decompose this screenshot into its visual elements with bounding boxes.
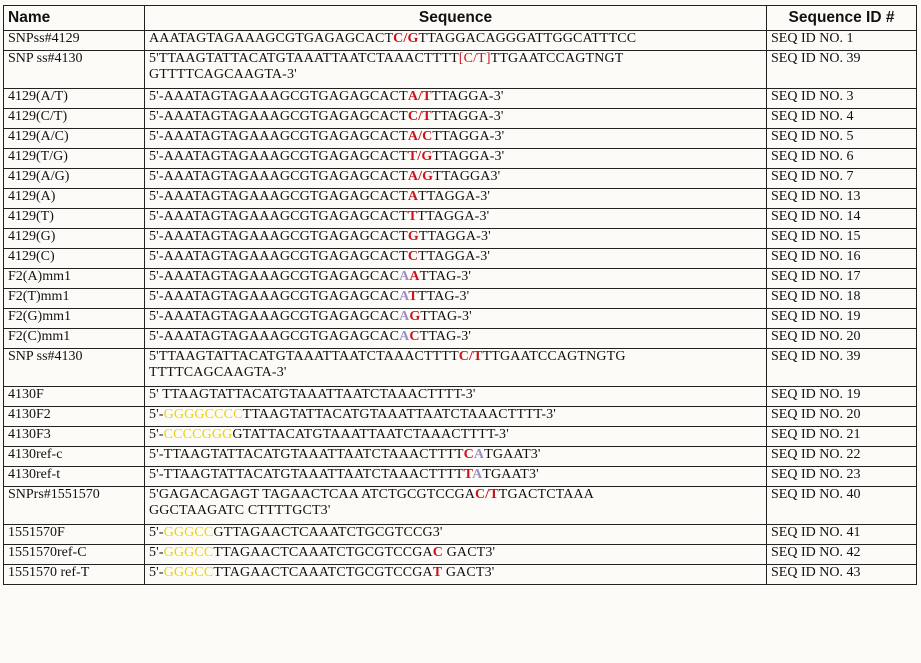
table-row bbox=[4, 249, 917, 269]
table-row bbox=[4, 51, 917, 89]
table-row bbox=[4, 189, 917, 209]
sequence-text: TTAG-3' bbox=[419, 269, 472, 284]
sequence-text: 5'TTAAGTATTACATGTAAATTAATCTAAACTTTT bbox=[149, 349, 459, 364]
header-sequence: Sequence bbox=[145, 6, 767, 31]
sequence-line bbox=[149, 289, 762, 305]
row-name: SNPss#4129 bbox=[4, 31, 145, 51]
sequence-text: GGCTAAGATC CTTTTGCT3' bbox=[149, 503, 331, 518]
sequence-line bbox=[149, 89, 762, 105]
row-sequence-id: SEQ ID NO. 39 bbox=[767, 349, 917, 387]
sequence-line bbox=[149, 349, 762, 365]
sequence-line bbox=[149, 387, 762, 403]
table-row bbox=[4, 31, 917, 51]
row-name: 4130F3 bbox=[4, 427, 145, 447]
row-sequence-id: SEQ ID NO. 20 bbox=[767, 407, 917, 427]
row-sequence bbox=[145, 249, 767, 269]
sequence-text: TTAGGA-3' bbox=[418, 189, 491, 204]
sequence-text: TTAGGA-3' bbox=[432, 149, 505, 164]
row-name: 4129(A/T) bbox=[4, 89, 145, 109]
row-name: 4130ref-t bbox=[4, 467, 145, 487]
sequence-text: TTAG-3' bbox=[420, 309, 472, 324]
table-header-row bbox=[4, 6, 917, 31]
sequence-line bbox=[149, 189, 762, 205]
row-sequence-id: SEQ ID NO. 19 bbox=[767, 309, 917, 329]
row-sequence-id: SEQ ID NO. 13 bbox=[767, 189, 917, 209]
row-sequence bbox=[145, 447, 767, 467]
row-sequence bbox=[145, 487, 767, 525]
sequence-text: 5'- bbox=[149, 565, 164, 580]
row-sequence-id: SEQ ID NO. 3 bbox=[767, 89, 917, 109]
table-body bbox=[4, 31, 917, 585]
snp-highlight: A bbox=[409, 269, 420, 284]
sequence-text: AAATAGTAGAAAGCGTGAGAGCACT bbox=[149, 31, 394, 46]
snp-highlight: C/T bbox=[474, 487, 499, 502]
row-sequence-id: SEQ ID NO. 5 bbox=[767, 129, 917, 149]
sequence-text: 5'TTAAGTATTACATGTAAATTAATCTAAACTTTT bbox=[149, 51, 459, 66]
row-name: F2(G)mm1 bbox=[4, 309, 145, 329]
row-sequence-id: SEQ ID NO. 6 bbox=[767, 149, 917, 169]
sequence-line bbox=[149, 209, 762, 225]
sequence-line bbox=[149, 169, 762, 185]
row-sequence bbox=[145, 545, 767, 565]
row-sequence-id: SEQ ID NO. 42 bbox=[767, 545, 917, 565]
sequence-text: 5'-AAATAGTAGAAAGCGTGAGAGCAC bbox=[149, 329, 400, 344]
sequence-line bbox=[149, 525, 762, 541]
sequence-text: GACT3' bbox=[445, 565, 495, 580]
sequence-text: 5' TTAAGTATTACATGTAAATTAATCTAAACTTTT-3' bbox=[149, 387, 476, 402]
table-row bbox=[4, 229, 917, 249]
row-name: 4130F2 bbox=[4, 407, 145, 427]
row-sequence-id: SEQ ID NO. 21 bbox=[767, 427, 917, 447]
table-row bbox=[4, 387, 917, 407]
row-sequence bbox=[145, 229, 767, 249]
sequence-line bbox=[149, 109, 762, 125]
sequence-text: TTAGGA-3' bbox=[432, 129, 505, 144]
snp-highlight: G bbox=[407, 229, 419, 244]
row-name: 4130ref-c bbox=[4, 447, 145, 467]
gc-tag: GGGGCCCC bbox=[163, 407, 243, 422]
gc-tag: GGGCC bbox=[163, 525, 214, 540]
sequence-line bbox=[149, 329, 762, 345]
table-row bbox=[4, 129, 917, 149]
sequence-line bbox=[149, 545, 762, 561]
table-row bbox=[4, 349, 917, 387]
mismatch-base: A bbox=[399, 309, 410, 324]
header-name: Name bbox=[4, 6, 145, 31]
snp-highlight: G bbox=[409, 309, 421, 324]
row-sequence-id: SEQ ID NO. 16 bbox=[767, 249, 917, 269]
row-sequence-id: SEQ ID NO. 14 bbox=[767, 209, 917, 229]
table-row bbox=[4, 209, 917, 229]
gc-tag: CCCCGGG bbox=[163, 427, 233, 442]
sequence-text: TTAGGA-3' bbox=[417, 209, 490, 224]
row-name: SNP ss#4130 bbox=[4, 349, 145, 387]
sequence-line bbox=[149, 503, 762, 519]
row-sequence bbox=[145, 31, 767, 51]
table-row bbox=[4, 525, 917, 545]
sequence-text: GTATTACATGTAAATTAATCTAAACTTTT-3' bbox=[232, 427, 509, 442]
row-name: 4129(A/C) bbox=[4, 129, 145, 149]
row-name: F2(T)mm1 bbox=[4, 289, 145, 309]
sequence-line bbox=[149, 51, 762, 67]
sequence-text: 5'-AAATAGTAGAAAGCGTGAGAGCACT bbox=[149, 209, 408, 224]
snp-highlight: A/T bbox=[407, 89, 432, 104]
row-name: 4130F bbox=[4, 387, 145, 407]
mismatch-base: A bbox=[472, 467, 483, 482]
row-sequence bbox=[145, 387, 767, 407]
sequence-text: TTAAGTATTACATGTAAATTAATCTAAACTTTT-3' bbox=[242, 407, 556, 422]
sequence-line bbox=[149, 407, 762, 423]
sequence-text: 5'-AAATAGTAGAAAGCGTGAGAGCAC bbox=[149, 309, 400, 324]
mismatch-base: A bbox=[473, 447, 485, 462]
sequence-text: TTGAATCCAGTNGT bbox=[490, 51, 624, 66]
sequence-text: 5'-AAATAGTAGAAAGCGTGAGAGCACT bbox=[149, 169, 408, 184]
sequence-text: 5'- bbox=[149, 427, 164, 442]
row-sequence-id: SEQ ID NO. 19 bbox=[767, 387, 917, 407]
row-sequence-id: SEQ ID NO. 40 bbox=[767, 487, 917, 525]
table-row bbox=[4, 447, 917, 467]
row-sequence-id: SEQ ID NO. 43 bbox=[767, 565, 917, 585]
mismatch-base: A bbox=[399, 269, 410, 284]
row-sequence bbox=[145, 565, 767, 585]
sequence-line bbox=[149, 67, 762, 83]
table-row bbox=[4, 407, 917, 427]
sequence-text: 5'-AAATAGTAGAAAGCGTGAGAGCACT bbox=[149, 129, 408, 144]
sequence-text: TTAGGA-3' bbox=[418, 249, 491, 264]
sequence-text: 5'-AAATAGTAGAAAGCGTGAGAGCAC bbox=[149, 289, 400, 304]
sequence-text: TGAAT3' bbox=[484, 447, 541, 462]
sequence-text: TTTTCAGCAAGTA-3' bbox=[149, 365, 287, 380]
snp-highlight: C bbox=[463, 447, 474, 462]
snp-highlight: T bbox=[463, 467, 473, 482]
snp-highlight: A/C bbox=[407, 129, 433, 144]
row-sequence-id: SEQ ID NO. 23 bbox=[767, 467, 917, 487]
sequence-text: TTAG-3' bbox=[417, 289, 470, 304]
row-name: 4129(A) bbox=[4, 189, 145, 209]
sequence-text: TTAGGA-3' bbox=[418, 229, 491, 244]
table-row bbox=[4, 149, 917, 169]
row-sequence bbox=[145, 467, 767, 487]
gc-tag: GGGCC bbox=[163, 565, 214, 580]
row-name: 4129(T/G) bbox=[4, 149, 145, 169]
row-sequence bbox=[145, 169, 767, 189]
sequence-text: 5'-AAATAGTAGAAAGCGTGAGAGCACT bbox=[149, 89, 408, 104]
sequence-line bbox=[149, 309, 762, 325]
sequence-text: 5'-TTAAGTATTACATGTAAATTAATCTAAACTTTT bbox=[149, 467, 464, 482]
sequence-line bbox=[149, 565, 762, 581]
row-name: 4129(A/G) bbox=[4, 169, 145, 189]
table-row bbox=[4, 545, 917, 565]
table-row bbox=[4, 169, 917, 189]
table-row bbox=[4, 467, 917, 487]
row-sequence bbox=[145, 289, 767, 309]
sequence-text: 5'-AAATAGTAGAAAGCGTGAGAGCACT bbox=[149, 109, 408, 124]
sequence-text: TTAGGA3' bbox=[433, 169, 501, 184]
snp-highlight: T/G bbox=[407, 149, 433, 164]
snp-highlight: C/G bbox=[393, 31, 419, 46]
snp-highlight: T bbox=[432, 565, 443, 580]
mismatch-base: A bbox=[399, 289, 409, 304]
table-row bbox=[4, 329, 917, 349]
sequence-text: GTTAGAACTCAAATCTGCGTCCG3' bbox=[213, 525, 443, 540]
sequence-line bbox=[149, 229, 762, 245]
table-row bbox=[4, 565, 917, 585]
sequence-text: 5'-AAATAGTAGAAAGCGTGAGAGCAC bbox=[149, 269, 400, 284]
sequence-text: 5'- bbox=[149, 545, 164, 560]
snp-highlight: A/G bbox=[407, 169, 434, 184]
row-name: SNP ss#4130 bbox=[4, 51, 145, 89]
row-name: 1551570 ref-T bbox=[4, 565, 145, 585]
row-sequence-id: SEQ ID NO. 18 bbox=[767, 289, 917, 309]
row-sequence-id: SEQ ID NO. 22 bbox=[767, 447, 917, 467]
sequence-text: TGACTCTAAA bbox=[498, 487, 595, 502]
row-name: 4129(C) bbox=[4, 249, 145, 269]
row-name: F2(C)mm1 bbox=[4, 329, 145, 349]
snp-highlight: T bbox=[407, 209, 418, 224]
snp-highlight: C/T bbox=[407, 109, 432, 124]
mismatch-base: A bbox=[399, 329, 410, 344]
sequence-text: 5'-AAATAGTAGAAAGCGTGAGAGCACT bbox=[149, 249, 408, 264]
sequence-text: TTAGGA-3' bbox=[431, 109, 504, 124]
snp-highlight: C bbox=[407, 249, 419, 264]
row-name: 1551570F bbox=[4, 525, 145, 545]
row-sequence-id: SEQ ID NO. 15 bbox=[767, 229, 917, 249]
sequence-text: 5'-TTAAGTATTACATGTAAATTAATCTAAACTTTT bbox=[149, 447, 464, 462]
row-name: 1551570ref-C bbox=[4, 545, 145, 565]
sequence-text: GTTTTCAGCAAGTA-3' bbox=[149, 67, 297, 82]
table-row bbox=[4, 109, 917, 129]
sequence-text: TTGAATCCAGTNGTG bbox=[482, 349, 626, 364]
row-sequence-id: SEQ ID NO. 7 bbox=[767, 169, 917, 189]
sequence-line bbox=[149, 269, 762, 285]
table-row bbox=[4, 89, 917, 109]
sequence-text: TTAGAACTCAAATCTGCGTCCGA bbox=[213, 565, 433, 580]
sequence-text: TTAG-3' bbox=[419, 329, 472, 344]
sequence-table bbox=[3, 5, 917, 585]
row-sequence-id: SEQ ID NO. 1 bbox=[767, 31, 917, 51]
snp-highlight: C bbox=[409, 329, 420, 344]
sequence-text: TTAGAACTCAAATCTGCGTCCGA bbox=[213, 545, 433, 560]
sequence-text: 5'-AAATAGTAGAAAGCGTGAGAGCACT bbox=[149, 189, 408, 204]
table-row bbox=[4, 289, 917, 309]
row-sequence bbox=[145, 51, 767, 89]
row-sequence bbox=[145, 407, 767, 427]
row-sequence-id: SEQ ID NO. 20 bbox=[767, 329, 917, 349]
sequence-line bbox=[149, 427, 762, 443]
row-name: SNPrs#1551570 bbox=[4, 487, 145, 525]
row-sequence bbox=[145, 209, 767, 229]
row-sequence-id: SEQ ID NO. 4 bbox=[767, 109, 917, 129]
row-sequence bbox=[145, 525, 767, 545]
row-name: F2(A)mm1 bbox=[4, 269, 145, 289]
table-row bbox=[4, 269, 917, 289]
row-name: 4129(C/T) bbox=[4, 109, 145, 129]
sequence-text: 5'-AAATAGTAGAAAGCGTGAGAGCACT bbox=[149, 229, 408, 244]
row-sequence bbox=[145, 427, 767, 447]
row-sequence bbox=[145, 189, 767, 209]
sequence-text: 5'- bbox=[149, 407, 164, 422]
snp-highlight: A bbox=[407, 189, 419, 204]
sequence-line bbox=[149, 149, 762, 165]
sequence-line bbox=[149, 467, 762, 483]
row-sequence bbox=[145, 329, 767, 349]
sequence-line bbox=[149, 365, 762, 381]
sequence-text: 5'- bbox=[149, 525, 164, 540]
row-sequence bbox=[145, 109, 767, 129]
snp-highlight: C/T bbox=[458, 349, 483, 364]
row-sequence bbox=[145, 149, 767, 169]
snp-highlight: T bbox=[408, 289, 418, 304]
sequence-text: TTAGGACAGGGATTGGCATTTCC bbox=[418, 31, 637, 46]
header-sequence-id: Sequence ID # bbox=[767, 6, 917, 31]
sequence-line bbox=[149, 31, 762, 47]
sequence-line bbox=[149, 487, 762, 503]
row-sequence bbox=[145, 349, 767, 387]
gc-tag: GGGCC bbox=[163, 545, 214, 560]
sequence-text: 5'GAGACAGAGT TAGAACTCAA ATCTGCGTCCGA bbox=[149, 487, 475, 502]
row-name: 4129(G) bbox=[4, 229, 145, 249]
table-row bbox=[4, 427, 917, 447]
row-sequence-id: SEQ ID NO. 39 bbox=[767, 51, 917, 89]
sequence-text: TGAAT3' bbox=[482, 467, 539, 482]
row-sequence-id: SEQ ID NO. 17 bbox=[767, 269, 917, 289]
snp-highlight: [C/T] bbox=[458, 51, 491, 66]
sequence-line bbox=[149, 129, 762, 145]
sequence-text: TTAGGA-3' bbox=[431, 89, 504, 104]
snp-highlight: C bbox=[432, 545, 444, 560]
row-name: 4129(T) bbox=[4, 209, 145, 229]
sequence-line bbox=[149, 249, 762, 265]
row-sequence bbox=[145, 89, 767, 109]
row-sequence-id: SEQ ID NO. 41 bbox=[767, 525, 917, 545]
table-row bbox=[4, 309, 917, 329]
sequence-text: GACT3' bbox=[446, 545, 496, 560]
table-row bbox=[4, 487, 917, 525]
row-sequence bbox=[145, 269, 767, 289]
row-sequence bbox=[145, 309, 767, 329]
row-sequence bbox=[145, 129, 767, 149]
sequence-text: 5'-AAATAGTAGAAAGCGTGAGAGCACT bbox=[149, 149, 408, 164]
sequence-line bbox=[149, 447, 762, 463]
